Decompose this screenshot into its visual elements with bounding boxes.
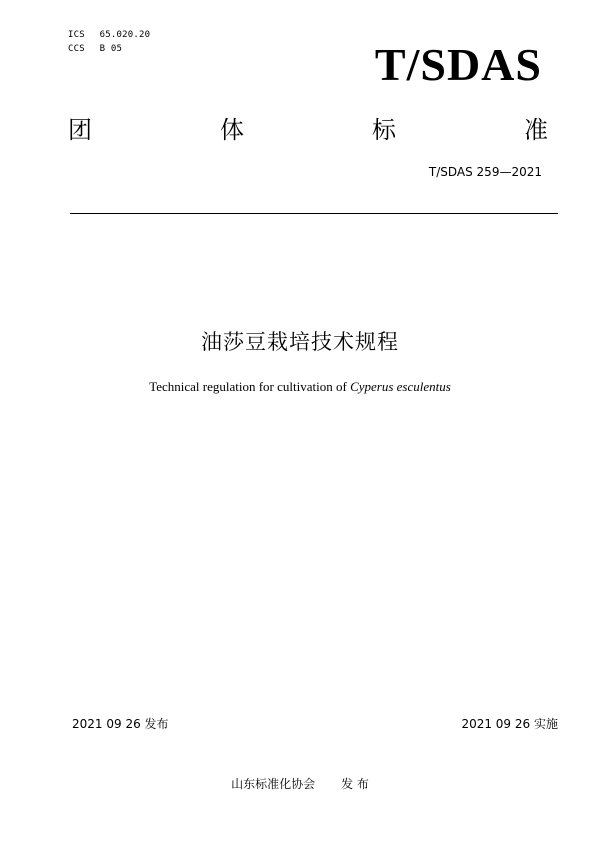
implementation-label: 实施 xyxy=(533,717,558,731)
publisher-name: 山东标准化协会 xyxy=(231,777,316,791)
standard-number: T/SDAS 259—2021 xyxy=(428,165,542,179)
issue-date: 2021 09 26 xyxy=(72,717,141,731)
ics-line xyxy=(68,28,150,42)
issue-label: 发布 xyxy=(144,717,169,731)
classification-codes xyxy=(68,28,150,56)
organization-code: T/SDAS xyxy=(374,39,542,90)
ics-label: ICS xyxy=(68,30,85,40)
standard-type-char-3: 标 xyxy=(372,116,396,144)
title-english-prefix: Technical regulation for cultivation of xyxy=(149,379,351,394)
implementation-date: 2021 09 26 xyxy=(461,717,531,731)
standard-type-heading xyxy=(68,115,548,145)
standard-type-char-1: 团 xyxy=(68,116,92,144)
implementation-date-line xyxy=(461,716,558,732)
publisher-action: 发 布 xyxy=(341,777,369,791)
ccs-line xyxy=(68,42,150,56)
title-english xyxy=(0,378,600,396)
title-chinese: 油莎豆栽培技术规程 xyxy=(201,330,399,354)
standard-type-char-2: 体 xyxy=(220,116,244,144)
ccs-code: B 05 xyxy=(99,44,123,54)
publisher-line xyxy=(0,776,600,792)
standard-type-char-4: 准 xyxy=(524,116,548,144)
issue-date-line xyxy=(72,716,169,732)
title-english-species: Cyperus esculentus xyxy=(350,379,451,394)
ccs-label: CCS xyxy=(68,44,85,54)
header-divider xyxy=(70,213,558,214)
ics-code: 65.020.20 xyxy=(99,30,151,40)
